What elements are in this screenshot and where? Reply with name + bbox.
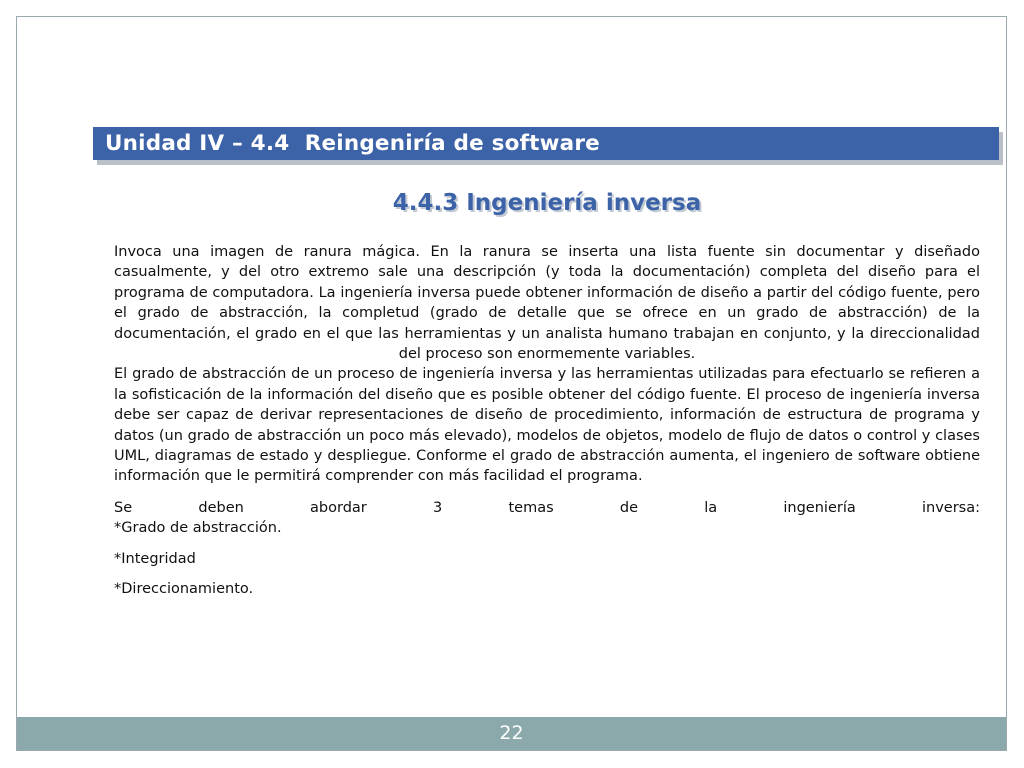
paragraph-1: Invoca una imagen de ranura mágica. En la ranura se inserta una lista fuente sin documentar y diseñado casualmente, y del otro extremo sale una descripción (y toda la documentación) completa del diseño para el programa de computadora. La ingeniería inversa puede obtener información de diseño a partir del código fuente, pero el grado de abstracción, la completud (grado de detalle que se ofrece en un grado de abstracción) de la documentación, el grado en el que las herramientas y un analista humano trabajan en conjunto, y la direccionalidad del proceso son enormemente variables. [114, 244, 980, 363]
slide [16, 16, 1007, 751]
slide-body [114, 242, 980, 600]
list-item: *Direccionamiento. [114, 581, 254, 598]
slide-title: Unidad IV – 4.4 Reingeniría de software [93, 127, 999, 160]
section-heading: 4.4.3 Ingeniería inversa [392, 190, 702, 216]
intro-line: Se deben abordar 3 temas de la ingeniería inversa: [114, 499, 980, 516]
paragraph-2: El grado de abstracción de un proceso de ingeniería inversa y las herramientas utilizadas para efectuarlo se refieren a la sofisticación de la información del diseño que es posible obtener del código fuente. El proceso de ingeniería inversa debe ser capaz de derivar representaciones de diseño de procedimiento, información de estructura de programa y datos (un grado de abstracción un poco más elevado), modelos de objetos, modelo de flujo de datos o control y clases UML, diagramas de estado y despliegue. Conforme el grado de abstracción aumenta, el ingeniero de software obtiene información que le permitirá comprender con más facilidad el programa. [114, 366, 980, 485]
list-item: *Grado de abstracción. [114, 520, 282, 537]
page-number: 22 [499, 722, 524, 744]
list-item: *Integridad [114, 550, 196, 567]
footer-bar [17, 717, 1006, 750]
